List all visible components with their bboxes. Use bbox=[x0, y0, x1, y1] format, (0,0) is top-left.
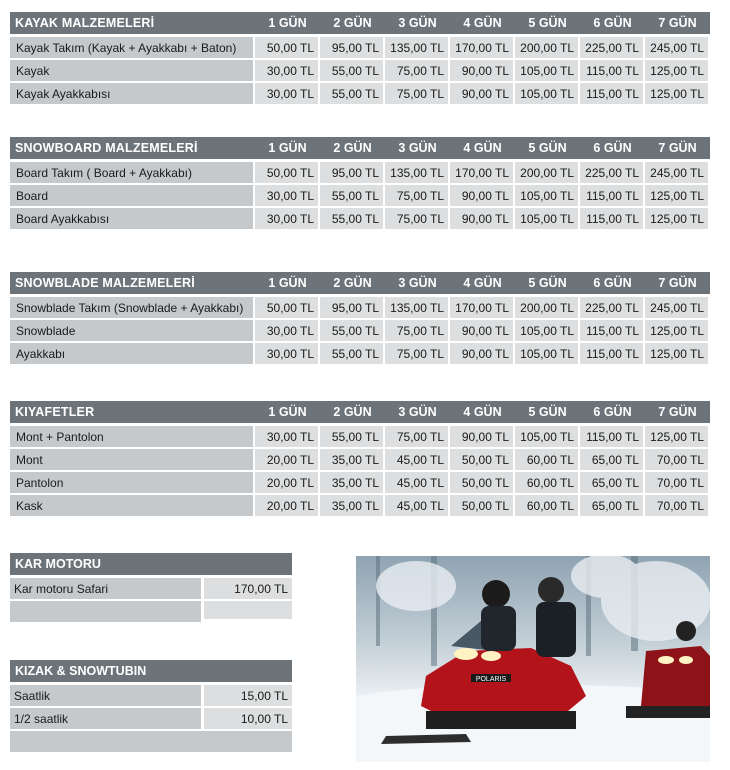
price-cell: 65,00 TL bbox=[580, 449, 643, 470]
price-cell: 65,00 TL bbox=[580, 472, 643, 493]
kar-motoru-table bbox=[10, 553, 292, 624]
day-header: 4 GÜN bbox=[463, 141, 502, 155]
price-cell: 245,00 TL bbox=[645, 162, 708, 183]
price-cell: 125,00 TL bbox=[645, 185, 708, 206]
price-cell: 65,00 TL bbox=[580, 495, 643, 516]
kizak-table bbox=[10, 660, 292, 754]
item-name: Board Takım ( Board + Ayakkabı) bbox=[10, 162, 253, 183]
price-table bbox=[10, 137, 710, 231]
price-cell: 245,00 TL bbox=[645, 297, 708, 318]
day-header: 2 GÜN bbox=[333, 405, 372, 419]
price-cell: 90,00 TL bbox=[450, 60, 513, 81]
price-cell: 115,00 TL bbox=[580, 343, 643, 364]
day-header: 5 GÜN bbox=[528, 405, 567, 419]
price-cell: 30,00 TL bbox=[255, 208, 318, 229]
table-header bbox=[10, 12, 710, 37]
day-header: 1 GÜN bbox=[268, 405, 307, 419]
price-cell: 105,00 TL bbox=[515, 343, 578, 364]
price-cell: 30,00 TL bbox=[255, 60, 318, 81]
day-header: 6 GÜN bbox=[593, 276, 632, 290]
day-header: 7 GÜN bbox=[658, 405, 697, 419]
day-header: 7 GÜN bbox=[658, 141, 697, 155]
day-header: 6 GÜN bbox=[593, 141, 632, 155]
table-row-empty bbox=[10, 601, 292, 622]
price-cell: 95,00 TL bbox=[320, 162, 383, 183]
price-cell: 200,00 TL bbox=[515, 162, 578, 183]
price-cell: 105,00 TL bbox=[515, 320, 578, 341]
item-name: Kar motoru Safari bbox=[10, 578, 201, 599]
table-row bbox=[10, 297, 710, 318]
table-row bbox=[10, 83, 710, 104]
price-cell: 170,00 TL bbox=[450, 297, 513, 318]
table-title: KAYAK MALZEMELERİ bbox=[15, 16, 155, 30]
item-name: Board bbox=[10, 185, 253, 206]
table-title: SNOWBLADE MALZEMELERİ bbox=[15, 276, 195, 290]
price-cell: 115,00 TL bbox=[580, 426, 643, 447]
price-cell: 105,00 TL bbox=[515, 208, 578, 229]
price-cell: 75,00 TL bbox=[385, 208, 448, 229]
price-cell: 45,00 TL bbox=[385, 449, 448, 470]
day-header: 3 GÜN bbox=[398, 16, 437, 30]
price-table bbox=[10, 401, 710, 518]
day-header: 5 GÜN bbox=[528, 16, 567, 30]
price-cell: 50,00 TL bbox=[450, 472, 513, 493]
price-cell: 125,00 TL bbox=[645, 60, 708, 81]
empty-cell bbox=[10, 601, 201, 622]
price-cell: 105,00 TL bbox=[515, 426, 578, 447]
price-cell: 50,00 TL bbox=[450, 449, 513, 470]
day-header: 4 GÜN bbox=[463, 276, 502, 290]
price-cell: 115,00 TL bbox=[580, 320, 643, 341]
day-header: 1 GÜN bbox=[268, 276, 307, 290]
table-row bbox=[10, 60, 710, 81]
price-cell: 125,00 TL bbox=[645, 343, 708, 364]
table-header bbox=[10, 401, 710, 426]
price-cell: 75,00 TL bbox=[385, 343, 448, 364]
table-row bbox=[10, 472, 710, 493]
day-header: 7 GÜN bbox=[658, 276, 697, 290]
table-title: KIYAFETLER bbox=[15, 405, 95, 419]
empty-cell bbox=[204, 601, 292, 619]
price-cell: 30,00 TL bbox=[255, 343, 318, 364]
item-price: 10,00 TL bbox=[204, 708, 292, 729]
price-cell: 95,00 TL bbox=[320, 37, 383, 58]
price-cell: 170,00 TL bbox=[450, 162, 513, 183]
price-cell: 90,00 TL bbox=[450, 343, 513, 364]
day-header: 3 GÜN bbox=[398, 276, 437, 290]
price-cell: 115,00 TL bbox=[580, 208, 643, 229]
price-cell: 95,00 TL bbox=[320, 297, 383, 318]
day-header: 2 GÜN bbox=[333, 16, 372, 30]
table-row bbox=[10, 37, 710, 58]
item-name: Kayak Takım (Kayak + Ayakkabı + Baton) bbox=[10, 37, 253, 58]
item-name: Ayakkabı bbox=[10, 343, 253, 364]
item-name: Mont + Pantolon bbox=[10, 426, 253, 447]
day-header: 1 GÜN bbox=[268, 141, 307, 155]
day-header: 3 GÜN bbox=[398, 405, 437, 419]
price-cell: 20,00 TL bbox=[255, 495, 318, 516]
day-header: 2 GÜN bbox=[333, 141, 372, 155]
item-name: Board Ayakkabısı bbox=[10, 208, 253, 229]
price-cell: 35,00 TL bbox=[320, 495, 383, 516]
price-cell: 60,00 TL bbox=[515, 495, 578, 516]
price-cell: 225,00 TL bbox=[580, 162, 643, 183]
item-name: Snowblade Takım (Snowblade + Ayakkabı) bbox=[10, 297, 253, 318]
price-cell: 30,00 TL bbox=[255, 83, 318, 104]
table-row bbox=[10, 343, 710, 364]
price-cell: 50,00 TL bbox=[450, 495, 513, 516]
price-table bbox=[10, 12, 710, 106]
price-cell: 45,00 TL bbox=[385, 472, 448, 493]
snowmobile-illustration bbox=[356, 556, 710, 762]
empty-cell bbox=[10, 731, 292, 752]
price-cell: 50,00 TL bbox=[255, 162, 318, 183]
price-cell: 105,00 TL bbox=[515, 185, 578, 206]
table-row bbox=[10, 208, 710, 229]
price-cell: 200,00 TL bbox=[515, 297, 578, 318]
price-cell: 90,00 TL bbox=[450, 185, 513, 206]
item-name: Pantolon bbox=[10, 472, 253, 493]
table-header bbox=[10, 137, 710, 162]
price-cell: 75,00 TL bbox=[385, 83, 448, 104]
price-cell: 135,00 TL bbox=[385, 297, 448, 318]
price-cell: 50,00 TL bbox=[255, 297, 318, 318]
price-cell: 55,00 TL bbox=[320, 60, 383, 81]
price-cell: 105,00 TL bbox=[515, 83, 578, 104]
price-cell: 35,00 TL bbox=[320, 472, 383, 493]
price-cell: 75,00 TL bbox=[385, 426, 448, 447]
table-row bbox=[10, 685, 292, 706]
table-row bbox=[10, 449, 710, 470]
price-cell: 105,00 TL bbox=[515, 60, 578, 81]
price-cell: 115,00 TL bbox=[580, 60, 643, 81]
price-cell: 75,00 TL bbox=[385, 185, 448, 206]
price-cell: 135,00 TL bbox=[385, 37, 448, 58]
day-header: 5 GÜN bbox=[528, 141, 567, 155]
price-cell: 35,00 TL bbox=[320, 449, 383, 470]
item-price: 15,00 TL bbox=[204, 685, 292, 706]
item-price: 170,00 TL bbox=[204, 578, 292, 599]
price-cell: 170,00 TL bbox=[450, 37, 513, 58]
price-cell: 30,00 TL bbox=[255, 426, 318, 447]
day-header: 6 GÜN bbox=[593, 16, 632, 30]
kizak-title: KIZAK & SNOWTUBIN bbox=[10, 660, 292, 685]
day-header: 4 GÜN bbox=[463, 405, 502, 419]
price-cell: 70,00 TL bbox=[645, 495, 708, 516]
price-cell: 50,00 TL bbox=[255, 37, 318, 58]
price-cell: 55,00 TL bbox=[320, 426, 383, 447]
price-cell: 45,00 TL bbox=[385, 495, 448, 516]
price-cell: 90,00 TL bbox=[450, 208, 513, 229]
price-cell: 90,00 TL bbox=[450, 320, 513, 341]
price-cell: 225,00 TL bbox=[580, 297, 643, 318]
item-name: Kask bbox=[10, 495, 253, 516]
price-cell: 20,00 TL bbox=[255, 449, 318, 470]
table-header bbox=[10, 272, 710, 297]
price-cell: 125,00 TL bbox=[645, 426, 708, 447]
price-cell: 115,00 TL bbox=[580, 83, 643, 104]
table-title: SNOWBOARD MALZEMELERİ bbox=[15, 141, 198, 155]
table-row bbox=[10, 426, 710, 447]
day-header: 3 GÜN bbox=[398, 141, 437, 155]
day-header: 7 GÜN bbox=[658, 16, 697, 30]
item-name: Snowblade bbox=[10, 320, 253, 341]
table-row bbox=[10, 578, 292, 599]
snowmobile-photo bbox=[356, 556, 710, 762]
price-cell: 225,00 TL bbox=[580, 37, 643, 58]
day-header: 1 GÜN bbox=[268, 16, 307, 30]
price-cell: 200,00 TL bbox=[515, 37, 578, 58]
table-row-empty bbox=[10, 731, 292, 752]
item-name: 1/2 saatlik bbox=[10, 708, 201, 729]
price-cell: 55,00 TL bbox=[320, 83, 383, 104]
price-table bbox=[10, 272, 710, 366]
price-cell: 75,00 TL bbox=[385, 60, 448, 81]
price-cell: 115,00 TL bbox=[580, 185, 643, 206]
price-cell: 75,00 TL bbox=[385, 320, 448, 341]
item-name: Kayak bbox=[10, 60, 253, 81]
table-row bbox=[10, 495, 710, 516]
price-cell: 125,00 TL bbox=[645, 320, 708, 341]
price-cell: 55,00 TL bbox=[320, 208, 383, 229]
price-cell: 60,00 TL bbox=[515, 472, 578, 493]
item-name: Kayak Ayakkabısı bbox=[10, 83, 253, 104]
table-row bbox=[10, 708, 292, 729]
kar-motoru-title: KAR MOTORU bbox=[10, 553, 292, 578]
price-cell: 55,00 TL bbox=[320, 320, 383, 341]
price-cell: 70,00 TL bbox=[645, 449, 708, 470]
item-name: Mont bbox=[10, 449, 253, 470]
price-cell: 55,00 TL bbox=[320, 185, 383, 206]
price-cell: 245,00 TL bbox=[645, 37, 708, 58]
day-header: 5 GÜN bbox=[528, 276, 567, 290]
table-row bbox=[10, 320, 710, 341]
price-cell: 90,00 TL bbox=[450, 83, 513, 104]
price-cell: 135,00 TL bbox=[385, 162, 448, 183]
day-header: 2 GÜN bbox=[333, 276, 372, 290]
price-cell: 60,00 TL bbox=[515, 449, 578, 470]
table-row bbox=[10, 162, 710, 183]
day-header: 4 GÜN bbox=[463, 16, 502, 30]
price-cell: 30,00 TL bbox=[255, 320, 318, 341]
price-cell: 125,00 TL bbox=[645, 208, 708, 229]
price-cell: 125,00 TL bbox=[645, 83, 708, 104]
day-header: 6 GÜN bbox=[593, 405, 632, 419]
table-row bbox=[10, 185, 710, 206]
item-name: Saatlik bbox=[10, 685, 201, 706]
price-cell: 20,00 TL bbox=[255, 472, 318, 493]
price-cell: 90,00 TL bbox=[450, 426, 513, 447]
plate-text: POLARIS bbox=[475, 676, 507, 683]
price-cell: 55,00 TL bbox=[320, 343, 383, 364]
price-cell: 70,00 TL bbox=[645, 472, 708, 493]
price-cell: 30,00 TL bbox=[255, 185, 318, 206]
